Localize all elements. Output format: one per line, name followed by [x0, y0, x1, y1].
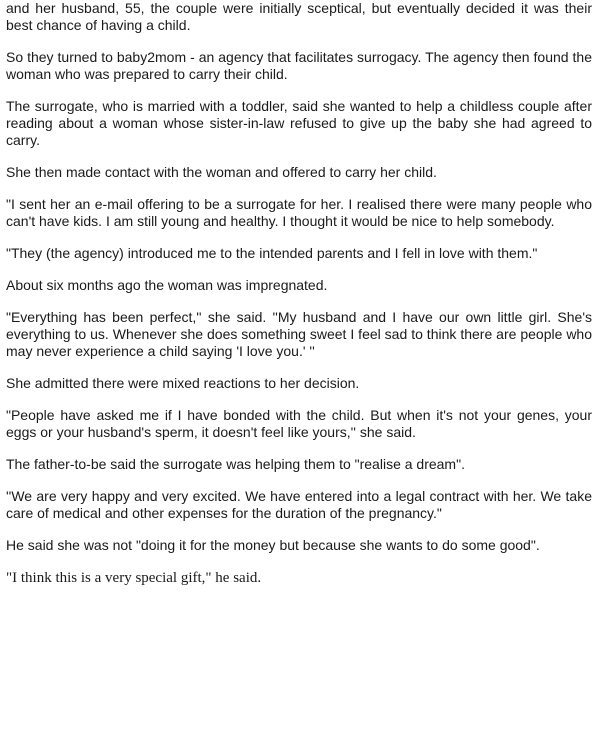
article-body	[6, 0, 592, 587]
paragraph-12: ''We are very happy and very excited. We have entered into a legal contract with her. We take care of medical and other expenses for the duration of the pregnancy."	[6, 488, 592, 521]
paragraph-1: and her husband, 55, the couple were initially sceptical, but eventually decided it was their best chance of having a child.	[6, 0, 592, 33]
paragraph-7: About six months ago the woman was impregnated.	[6, 277, 328, 293]
paragraph-14: "I think this is a very special gift," he said.	[6, 570, 262, 586]
paragraph-3: The surrogate, who is married with a toddler, said she wanted to help a childless couple after reading about a woman whose sister-in-law refused to give up the baby she had agreed to carry.	[6, 98, 592, 148]
paragraph-2: So they turned to baby2mom - an agency that facilitates surrogacy. The agency then found the woman who was prepared to carry their child.	[6, 49, 592, 82]
paragraph-11: The father-to-be said the surrogate was helping them to "realise a dream".	[6, 456, 465, 472]
paragraph-13: He said she was not "doing it for the money but because she wants to do some good".	[6, 537, 540, 553]
paragraph-10: "People have asked me if I have bonded with the child. But when it's not your genes, your eggs or your husband's sperm, it doesn't feel like yours,'' she said.	[6, 407, 592, 440]
paragraph-9: She admitted there were mixed reactions to her decision.	[6, 375, 360, 391]
paragraph-8: "Everything has been perfect,'' she said. ''My husband and I have our own little girl. She's everything to us. Whenever she does something sweet I feel sad to think there are people who may never experience a child saying 'I love you.' ''	[6, 309, 592, 359]
paragraph-4: She then made contact with the woman and offered to carry her child.	[6, 164, 437, 180]
paragraph-5: "I sent her an e-mail offering to be a surrogate for her. I realised there were many people who can't have kids. I am still young and healthy. I thought it would be nice to help somebody.	[6, 196, 592, 229]
paragraph-6: "They (the agency) introduced me to the intended parents and I fell in love with them."	[6, 245, 538, 261]
